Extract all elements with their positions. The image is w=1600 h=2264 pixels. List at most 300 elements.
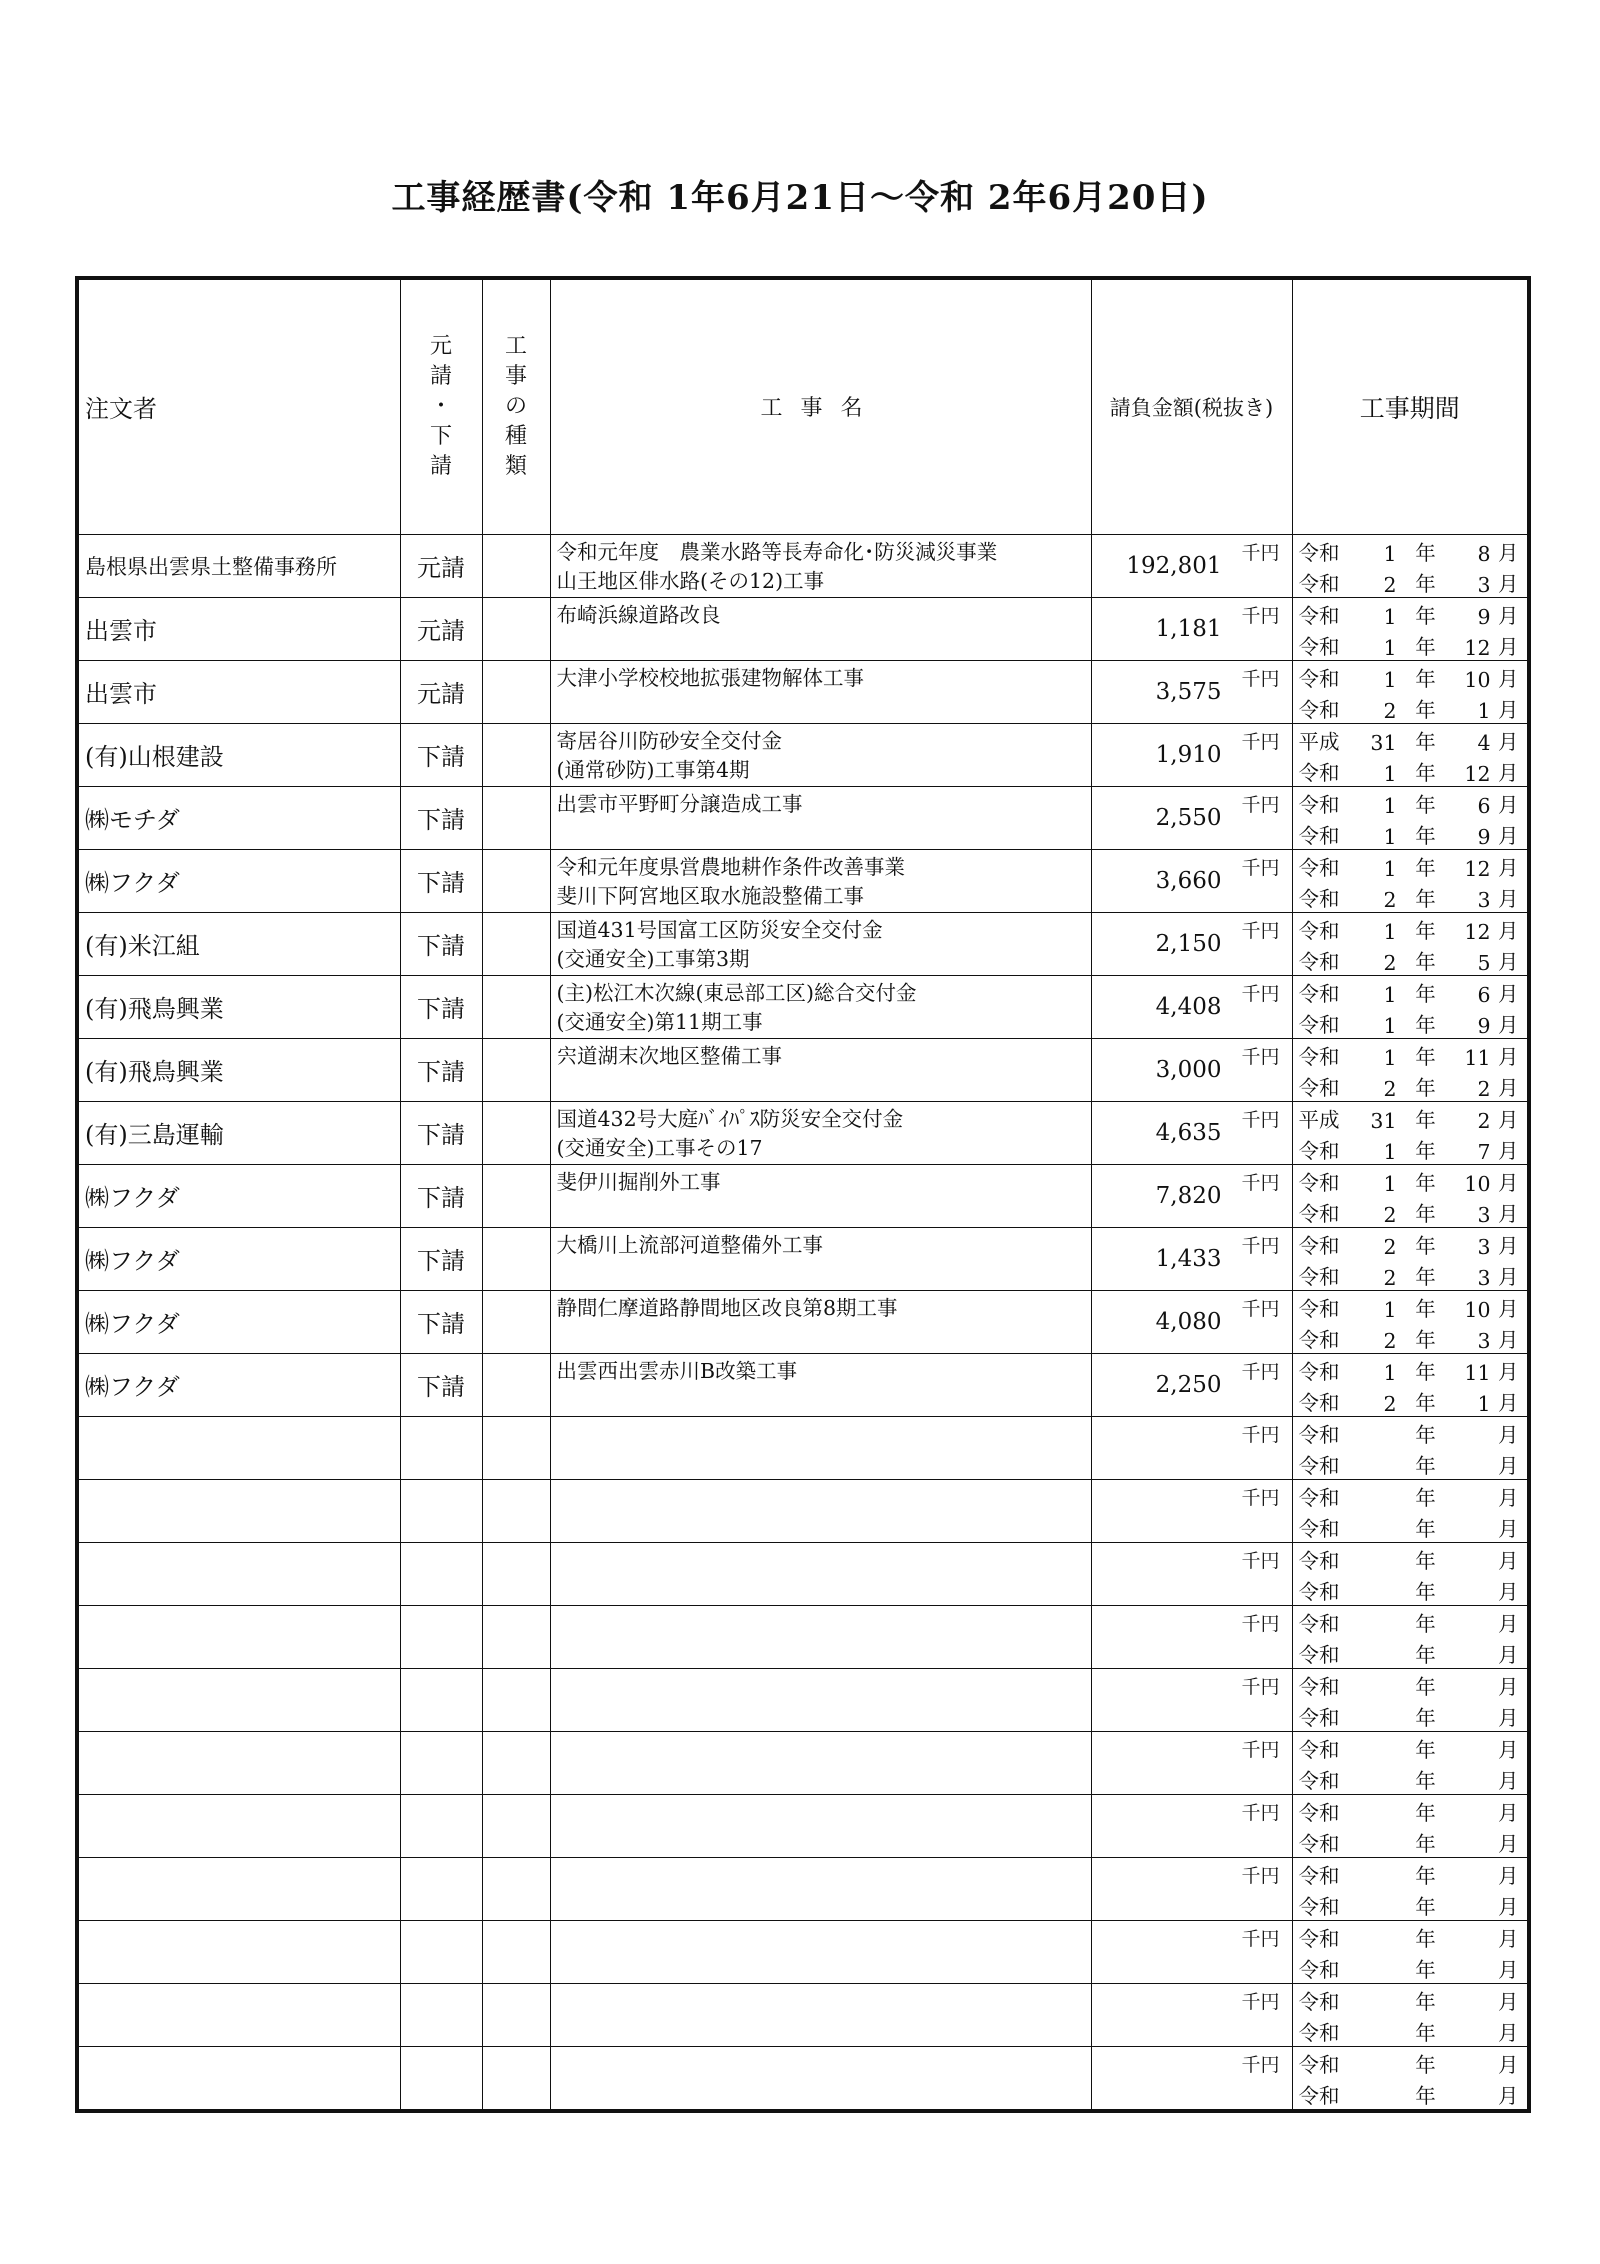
amount-value: 4,635 [1155,1119,1222,1146]
period-year-label: 年 [1415,1831,1436,1856]
work-name-cell [550,1857,1091,1920]
customer-cell [77,1542,400,1605]
amount-cell [1091,1731,1292,1794]
period-era: 令和 [1298,1201,1340,1226]
work-kind-cell [482,660,550,723]
amount-unit: 千円 [1241,2053,1280,2076]
amount-cell [1091,1857,1292,1920]
period-month: 10 [1464,1297,1491,1322]
period-month: 4 [1477,730,1491,755]
period-month: 5 [1477,950,1491,975]
period-month: 12 [1464,856,1491,881]
period-year: 2 [1383,950,1397,975]
period-year: 1 [1383,1139,1397,1164]
period-year-label: 年 [1415,697,1436,722]
period-cell [1292,975,1529,1038]
table-row [77,1605,1529,1668]
period-month-label: 月 [1498,1737,1519,1762]
period-start [1293,1606,1528,1637]
amount-cell [1091,1227,1292,1290]
period-era: 令和 [1298,792,1340,817]
customer-cell: 出雲市 [77,597,400,660]
period-cell [1292,1416,1529,1479]
amount-unit: 千円 [1241,1045,1280,1068]
period-year-label: 年 [1415,571,1436,596]
period-month: 7 [1477,1139,1491,1164]
header-row [77,278,1529,534]
amount-cell [1091,1794,1292,1857]
table-row [77,1479,1529,1542]
period-era: 令和 [1298,2083,1340,2108]
period-month: 3 [1477,887,1491,912]
header-contract-char: 請 [429,363,452,389]
period-cell [1292,534,1529,597]
customer-cell: (有)飛鳥興業 [77,975,400,1038]
table-row [77,723,1529,786]
period-year: 31 [1370,730,1397,755]
work-kind-cell [482,1794,550,1857]
work-name-cell [550,1101,1091,1164]
work-name-cell [550,1920,1091,1983]
contract-type-cell: 下請 [400,786,482,849]
amount-unit: 千円 [1241,1612,1280,1635]
period-start [1293,1543,1528,1574]
period-month: 2 [1477,1076,1491,1101]
period-end [1293,944,1528,975]
work-name-cell [550,1416,1091,1479]
customer-cell [77,1857,400,1920]
period-end [1293,1763,1528,1794]
amount-cell [1091,1416,1292,1479]
period-end [1293,818,1528,849]
amount-cell [1091,849,1292,912]
amount-cell [1091,1542,1292,1605]
contract-type-cell [400,2046,482,2111]
period-month-label: 月 [1498,855,1519,880]
table-row [77,975,1529,1038]
period-year-label: 年 [1415,1107,1436,1132]
work-name-cell [550,1353,1091,1416]
period-era: 令和 [1298,1359,1340,1384]
work-kind-cell [482,1668,550,1731]
period-year: 1 [1383,667,1397,692]
period-era: 令和 [1298,2052,1340,2077]
work-name-cell [550,1794,1091,1857]
work-kind-cell [482,912,550,975]
work-kind-cell [482,597,550,660]
period-era: 令和 [1298,666,1340,691]
period-era: 令和 [1298,1296,1340,1321]
period-month: 12 [1464,919,1491,944]
period-month-label: 月 [1498,1422,1519,1447]
period-year-label: 年 [1415,1611,1436,1636]
customer-cell [77,1983,400,2046]
period-year-label: 年 [1415,1264,1436,1289]
contract-type-cell [400,1605,482,1668]
amount-unit: 千円 [1241,1423,1280,1446]
amount-cell [1091,786,1292,849]
period-month-label: 月 [1498,1390,1519,1415]
work-name-cell [550,1542,1091,1605]
period-era: 平成 [1298,1107,1340,1132]
header-contract-type [400,278,482,534]
period-cell [1292,2046,1529,2111]
work-kind-cell [482,1290,550,1353]
work-name-line: 出雲西出雲赤川B改築工事 [556,1358,798,1383]
period-era: 令和 [1298,760,1340,785]
period-start [1293,535,1528,566]
period-start [1293,1228,1528,1259]
contract-type-cell: 下請 [400,912,482,975]
table-row [77,1353,1529,1416]
work-kind-cell [482,849,550,912]
period-cell [1292,1542,1529,1605]
period-month-label: 月 [1498,571,1519,596]
period-era: 令和 [1298,1548,1340,1573]
contract-type-cell: 元請 [400,660,482,723]
period-year-label: 年 [1415,1737,1436,1762]
period-cell [1292,1353,1529,1416]
period-start [1293,1165,1528,1196]
work-kind-cell [482,723,550,786]
work-name-cell [550,912,1091,975]
work-kind-cell [482,1227,550,1290]
work-name-cell [550,786,1091,849]
amount-cell [1091,1983,1292,2046]
amount-unit: 千円 [1241,1108,1280,1131]
amount-cell [1091,1290,1292,1353]
period-era: 令和 [1298,949,1340,974]
amount-unit: 千円 [1241,1360,1280,1383]
period-year-label: 年 [1415,760,1436,785]
period-year-label: 年 [1415,886,1436,911]
period-end [1293,1070,1528,1101]
work-name-line: 国道432号大庭ﾊﾞｲﾊﾟｽ防災安全交付金 [556,1106,904,1131]
contract-type-cell [400,1668,482,1731]
amount-cell [1091,1038,1292,1101]
period-start [1293,913,1528,944]
work-name-line: 山王地区俳水路(その12)工事 [556,568,825,593]
work-name-line: (通常砂防)工事第4期 [556,757,750,782]
table-row [77,1983,1529,2046]
period-cell [1292,849,1529,912]
period-month-label: 月 [1498,918,1519,943]
period-month: 10 [1464,1171,1491,1196]
period-year-label: 年 [1415,981,1436,1006]
period-month: 1 [1477,1391,1491,1416]
customer-cell: ㈱フクダ [77,1164,400,1227]
period-month-label: 月 [1498,1012,1519,1037]
customer-cell [77,1605,400,1668]
period-year-label: 年 [1415,1075,1436,1100]
table-row [77,2046,1529,2111]
period-year-label: 年 [1415,1296,1436,1321]
work-name-cell [550,1668,1091,1731]
work-name-cell [550,849,1091,912]
amount-cell [1091,975,1292,1038]
period-era: 令和 [1298,1705,1340,1730]
period-era: 令和 [1298,1768,1340,1793]
period-year-label: 年 [1415,1390,1436,1415]
customer-cell: ㈱フクダ [77,1353,400,1416]
period-month: 11 [1464,1360,1491,1385]
period-start [1293,1669,1528,1700]
period-month-label: 月 [1498,1264,1519,1289]
period-year: 1 [1383,1045,1397,1070]
table-row [77,912,1529,975]
period-year: 1 [1383,824,1397,849]
period-era: 令和 [1298,1642,1340,1667]
amount-unit: 千円 [1241,1990,1280,2013]
amount-unit: 千円 [1241,1171,1280,1194]
period-month-label: 月 [1498,1296,1519,1321]
period-month-label: 月 [1498,603,1519,628]
period-cell [1292,1794,1529,1857]
period-end [1293,1826,1528,1857]
period-start [1293,787,1528,818]
period-era: 令和 [1298,918,1340,943]
customer-cell: 島根県出雲県土整備事務所 [77,534,400,597]
period-month: 9 [1477,824,1491,849]
period-era: 令和 [1298,886,1340,911]
period-month-label: 月 [1498,1485,1519,1510]
period-era: 令和 [1298,1863,1340,1888]
work-kind-cell [482,1164,550,1227]
table-row [77,1227,1529,1290]
amount-unit: 千円 [1241,1675,1280,1698]
contract-type-cell [400,1857,482,1920]
period-era: 令和 [1298,1453,1340,1478]
period-cell [1292,1731,1529,1794]
customer-cell [77,1416,400,1479]
work-name-cell [550,534,1091,597]
construction-history-table [75,276,1531,2113]
period-month-label: 月 [1498,1768,1519,1793]
customer-cell [77,1794,400,1857]
period-month-label: 月 [1498,1642,1519,1667]
period-month-label: 月 [1498,1075,1519,1100]
period-start [1293,976,1528,1007]
period-cell [1292,1983,1529,2046]
amount-unit: 千円 [1241,667,1280,690]
period-era: 令和 [1298,1233,1340,1258]
header-contract-char: 元 [429,333,452,359]
period-year-label: 年 [1415,1201,1436,1226]
period-end [1293,1889,1528,1920]
amount-unit: 千円 [1241,1297,1280,1320]
period-month-label: 月 [1498,1831,1519,1856]
period-month-label: 月 [1498,1548,1519,1573]
amount-unit: 千円 [1241,1234,1280,1257]
period-start [1293,1858,1528,1889]
period-end [1293,881,1528,912]
amount-cell [1091,1353,1292,1416]
work-name-cell [550,660,1091,723]
period-year-label: 年 [1415,1894,1436,1919]
period-year: 31 [1370,1108,1397,1133]
period-cell [1292,597,1529,660]
period-month-label: 月 [1498,1233,1519,1258]
period-year: 1 [1383,604,1397,629]
amount-cell [1091,660,1292,723]
period-year-label: 年 [1415,1926,1436,1951]
customer-cell: ㈱フクダ [77,849,400,912]
header-kind-char: 工 [504,333,527,359]
header-kind-char: の [504,393,527,419]
work-kind-cell [482,1920,550,1983]
customer-cell: (有)飛鳥興業 [77,1038,400,1101]
amount-cell [1091,912,1292,975]
period-month-label: 月 [1498,760,1519,785]
period-year: 2 [1383,1076,1397,1101]
amount-unit: 千円 [1241,793,1280,816]
contract-type-cell: 下請 [400,1164,482,1227]
period-month-label: 月 [1498,1107,1519,1132]
amount-cell [1091,1164,1292,1227]
period-end [1293,1385,1528,1416]
table-row [77,1416,1529,1479]
header-kind-char: 類 [504,453,527,479]
period-month-label: 月 [1498,1579,1519,1604]
work-kind-cell [482,534,550,597]
period-month-label: 月 [1498,1359,1519,1384]
period-month: 3 [1477,1234,1491,1259]
period-month: 3 [1477,1202,1491,1227]
period-cell [1292,1101,1529,1164]
period-era: 令和 [1298,1012,1340,1037]
work-kind-cell [482,1416,550,1479]
period-month: 6 [1477,793,1491,818]
table-row [77,849,1529,912]
period-year-label: 年 [1415,792,1436,817]
period-year-label: 年 [1415,1138,1436,1163]
period-month-label: 月 [1498,1989,1519,2014]
amount-cell [1091,723,1292,786]
period-cell [1292,1857,1529,1920]
work-name-cell [550,1983,1091,2046]
period-month-label: 月 [1498,2083,1519,2108]
period-month-label: 月 [1498,1516,1519,1541]
work-name-line: 令和元年度 農業水路等長寿命化･防災減災事業 [556,539,998,564]
period-month: 6 [1477,982,1491,1007]
period-cell [1292,1290,1529,1353]
work-kind-cell [482,1857,550,1920]
period-cell [1292,1164,1529,1227]
period-era: 令和 [1298,1800,1340,1825]
amount-unit: 千円 [1241,856,1280,879]
table-row [77,1668,1529,1731]
period-year-label: 年 [1415,1422,1436,1447]
period-month: 3 [1477,1328,1491,1353]
period-month: 2 [1477,1108,1491,1133]
period-month: 3 [1477,572,1491,597]
period-end [1293,1448,1528,1479]
period-month-label: 月 [1498,1674,1519,1699]
period-era: 令和 [1298,1611,1340,1636]
period-start [1293,1039,1528,1070]
header-kind-char: 種 [504,423,527,449]
header-work-kind [482,278,550,534]
header-period: 工事期間 [1292,278,1529,534]
period-era: 令和 [1298,1989,1340,2014]
table-row [77,1164,1529,1227]
customer-cell [77,1668,400,1731]
header-work-name: 工事名 [550,278,1091,534]
period-cell [1292,1920,1529,1983]
contract-type-cell: 下請 [400,723,482,786]
period-month-label: 月 [1498,1138,1519,1163]
period-year-label: 年 [1415,1863,1436,1888]
header-amount: 請負金額(税抜き) [1091,278,1292,534]
period-year: 1 [1383,982,1397,1007]
period-end [1293,1574,1528,1605]
period-era: 平成 [1298,729,1340,754]
period-start [1293,1921,1528,1952]
amount-value: 192,801 [1126,552,1222,579]
period-end [1293,1322,1528,1353]
work-kind-cell [482,786,550,849]
period-year-label: 年 [1415,1800,1436,1825]
period-year: 2 [1383,1328,1397,1353]
period-year: 1 [1383,1360,1397,1385]
work-name-line: 宍道湖末次地区整備工事 [556,1043,782,1068]
period-cell [1292,1227,1529,1290]
contract-type-cell [400,1920,482,1983]
period-year-label: 年 [1415,1044,1436,1069]
work-name-cell [550,1290,1091,1353]
period-cell [1292,1668,1529,1731]
amount-value: 3,575 [1155,678,1222,705]
period-year: 1 [1383,761,1397,786]
period-month: 3 [1477,1265,1491,1290]
amount-value: 1,433 [1155,1245,1222,1272]
work-name-line: 国道431号国富工区防災安全交付金 [556,917,883,942]
period-cell [1292,723,1529,786]
period-start [1293,2047,1528,2078]
period-end [1293,566,1528,597]
period-era: 令和 [1298,1044,1340,1069]
period-month: 12 [1464,761,1491,786]
period-year-label: 年 [1415,729,1436,754]
customer-cell: (有)米江組 [77,912,400,975]
amount-cell [1091,1668,1292,1731]
header-contract-char: ・ [429,393,452,419]
period-cell [1292,660,1529,723]
period-end [1293,1637,1528,1668]
period-year-label: 年 [1415,1327,1436,1352]
work-kind-cell [482,1731,550,1794]
table-row [77,1290,1529,1353]
work-kind-cell [482,1038,550,1101]
amount-value: 3,660 [1155,867,1222,894]
period-era: 令和 [1298,2020,1340,2045]
period-start [1293,1102,1528,1133]
period-month-label: 月 [1498,1705,1519,1730]
period-year-label: 年 [1415,2020,1436,2045]
period-year-label: 年 [1415,1233,1436,1258]
period-start [1293,1291,1528,1322]
period-month-label: 月 [1498,949,1519,974]
page-title: 工事経歴書(令和 1年6月21日～令和 2年6月20日) [391,178,1209,218]
period-month-label: 月 [1498,981,1519,1006]
amount-unit: 千円 [1241,1927,1280,1950]
work-kind-cell [482,1983,550,2046]
work-name-cell [550,723,1091,786]
period-start [1293,1480,1528,1511]
period-year-label: 年 [1415,2083,1436,2108]
period-cell [1292,1038,1529,1101]
customer-cell [77,2046,400,2111]
